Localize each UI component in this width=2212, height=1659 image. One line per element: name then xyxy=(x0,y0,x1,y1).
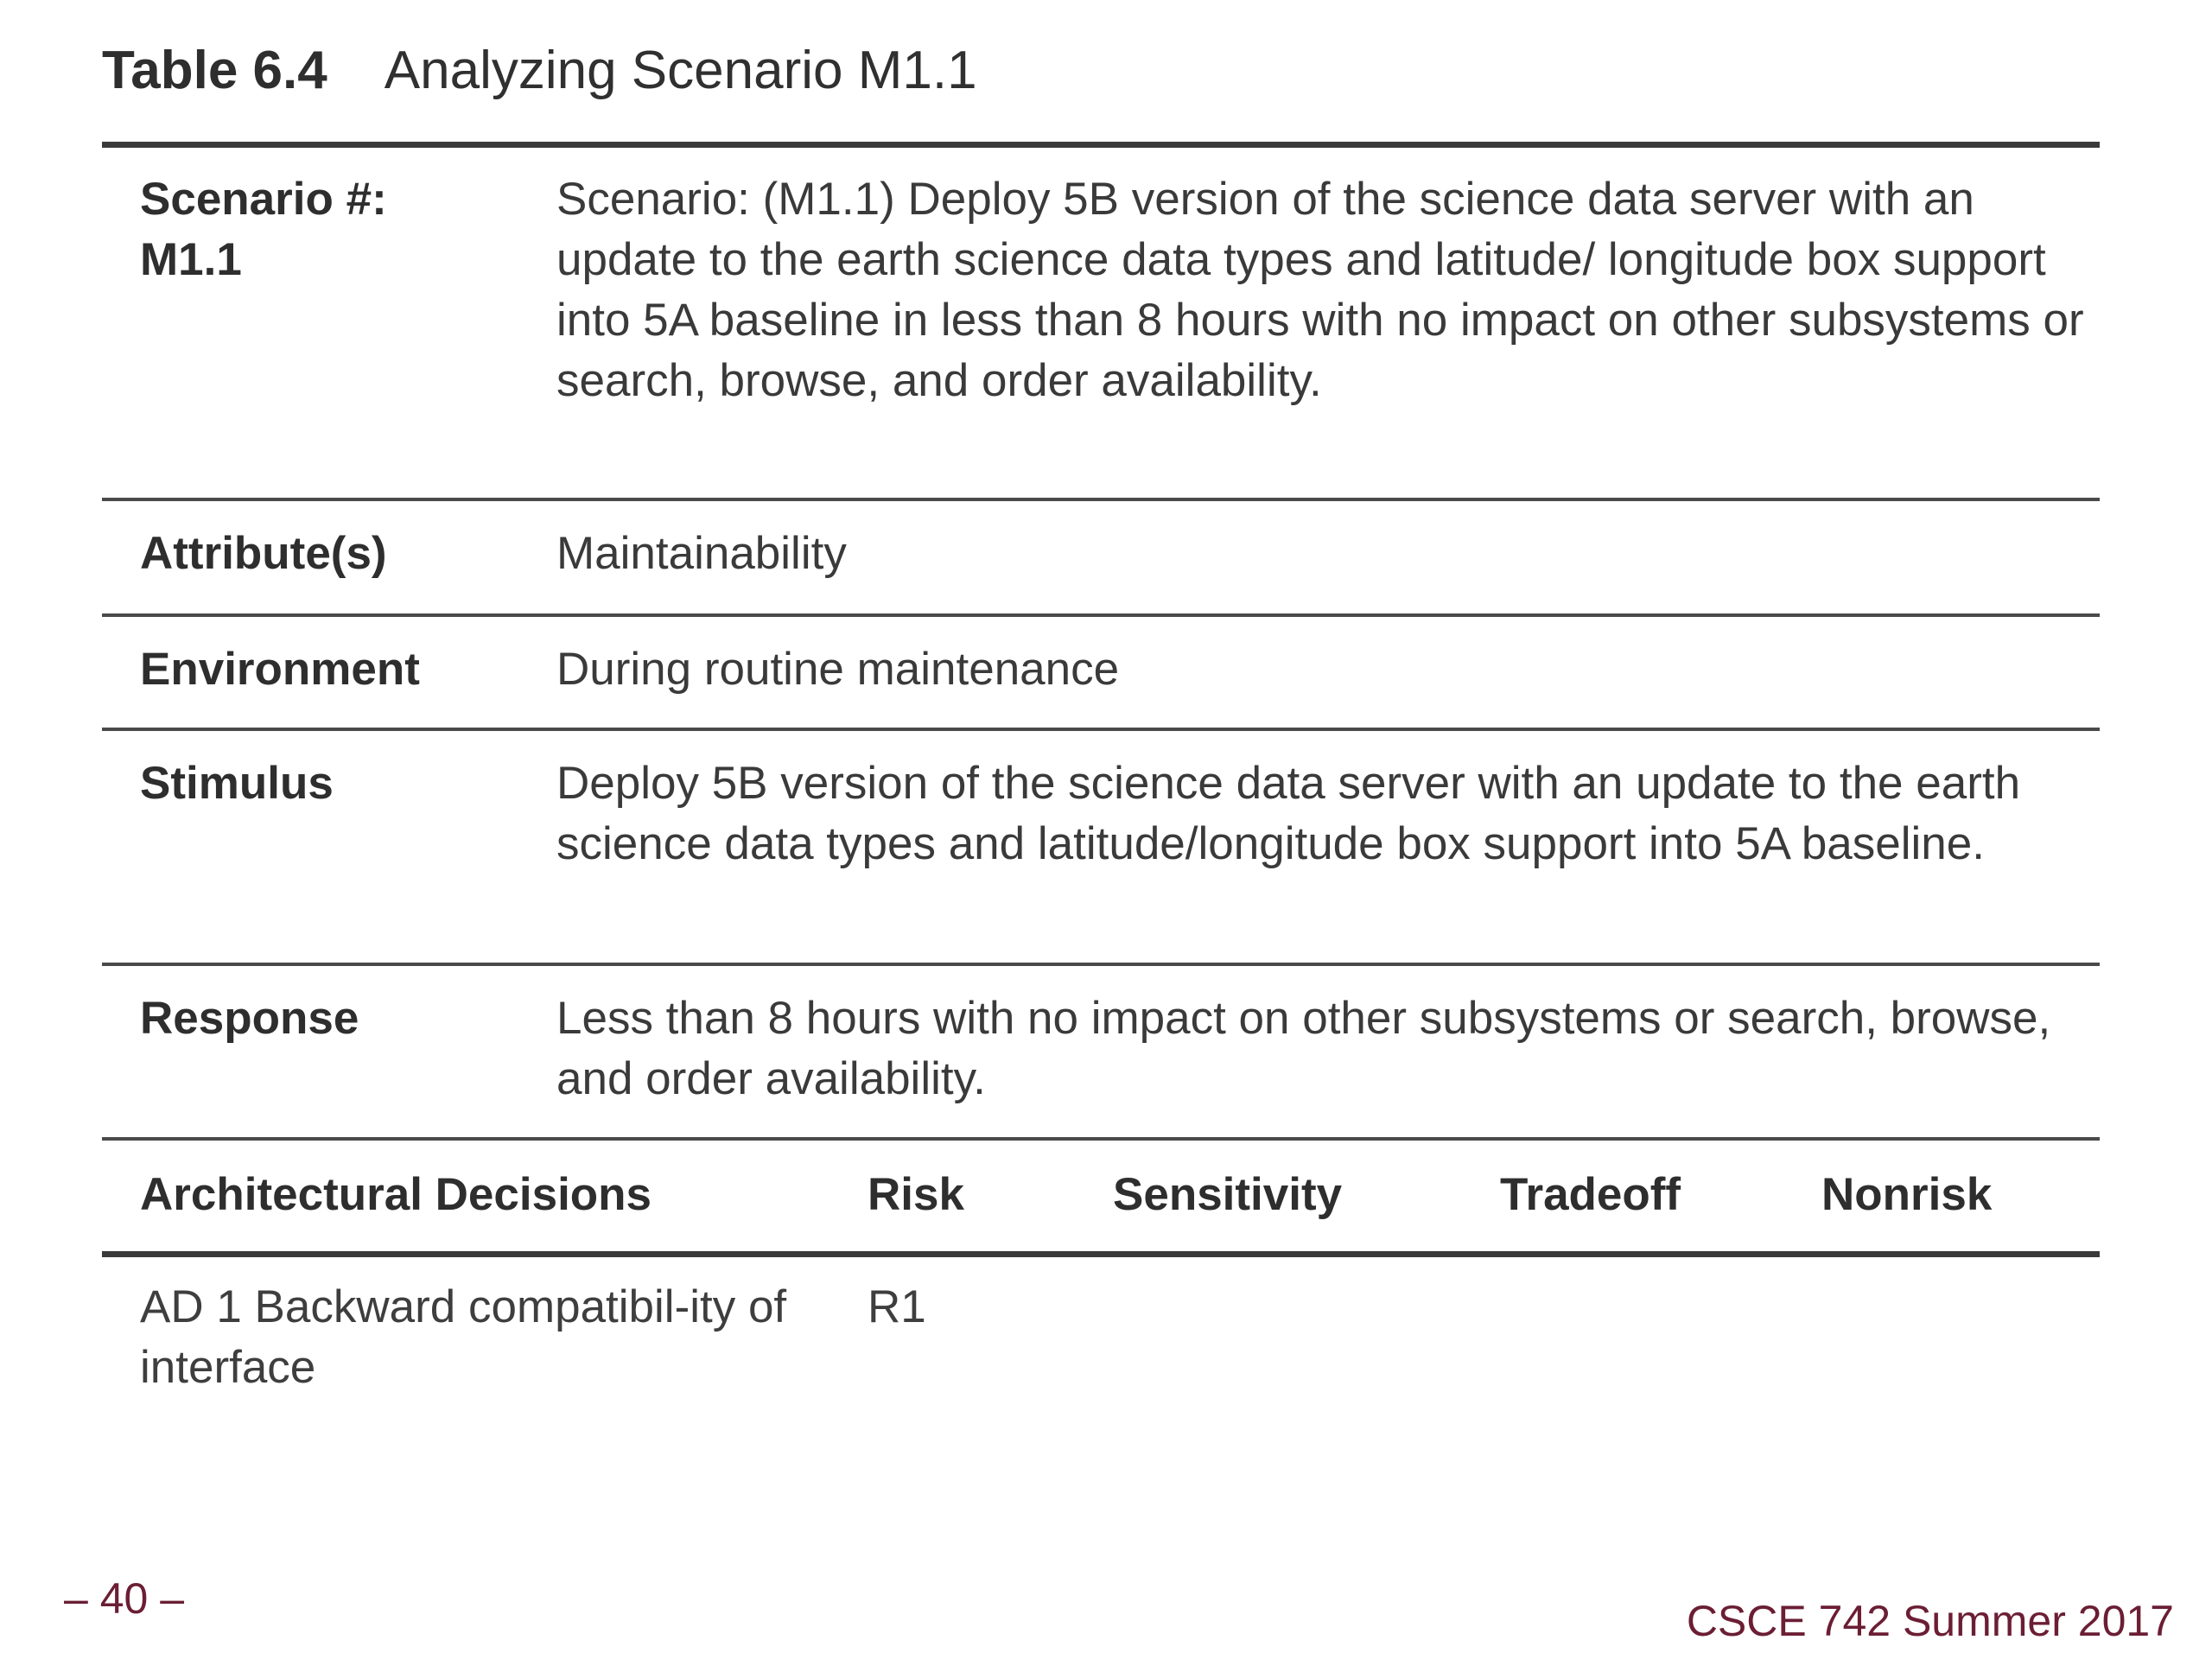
scenario-value: Scenario: (M1.1) Deploy 5B version of the science data server with an update to the earth science data types and latitude/ longitude box support into 5A baseline in less than 8 hours with no impact on other subsystems or search, browse, and order availability. xyxy=(556,174,2084,406)
row-divider xyxy=(102,1137,2100,1141)
table-number: Table 6.4 xyxy=(102,41,327,100)
header-sensitivity: Sensitivity xyxy=(1113,1169,1343,1220)
header-tradeoff: Tradeoff xyxy=(1500,1169,1681,1220)
course-footer: CSCE 742 Summer 2017 xyxy=(1686,1597,2174,1645)
table-caption: Analyzing Scenario M1.1 xyxy=(384,41,977,100)
decision-ad1-risk: R1 xyxy=(868,1281,926,1332)
table-top-rule xyxy=(102,142,2100,148)
environment-value: During routine maintenance xyxy=(556,644,1120,695)
scenario-label: Scenario #: M1.1 xyxy=(140,174,387,285)
row-divider xyxy=(102,498,2100,501)
attributes-value: Maintainability xyxy=(556,528,847,579)
row-divider xyxy=(102,963,2100,966)
header-nonrisk: Nonrisk xyxy=(1821,1169,1993,1220)
page-number: – 40 – xyxy=(64,1574,185,1623)
row-divider xyxy=(102,613,2100,617)
environment-label: Environment xyxy=(140,644,420,695)
decision-ad1: AD 1 Backward compatibil-ity of interface xyxy=(140,1281,787,1393)
header-risk: Risk xyxy=(868,1169,964,1220)
response-value: Less than 8 hours with no impact on other subsystems or search, browse, and order availability. xyxy=(556,993,2051,1104)
attributes-label: Attribute(s) xyxy=(140,528,387,579)
stimulus-value: Deploy 5B version of the science data server with an update to the earth science data types and latitude/longitude box support into 5A baseline. xyxy=(556,758,2021,869)
table-title xyxy=(102,36,977,105)
stimulus-label: Stimulus xyxy=(140,758,334,809)
response-label: Response xyxy=(140,993,359,1044)
row-divider xyxy=(102,728,2100,731)
decision-header-rule xyxy=(102,1251,2100,1257)
header-architectural-decisions: Architectural Decisions xyxy=(140,1169,652,1220)
